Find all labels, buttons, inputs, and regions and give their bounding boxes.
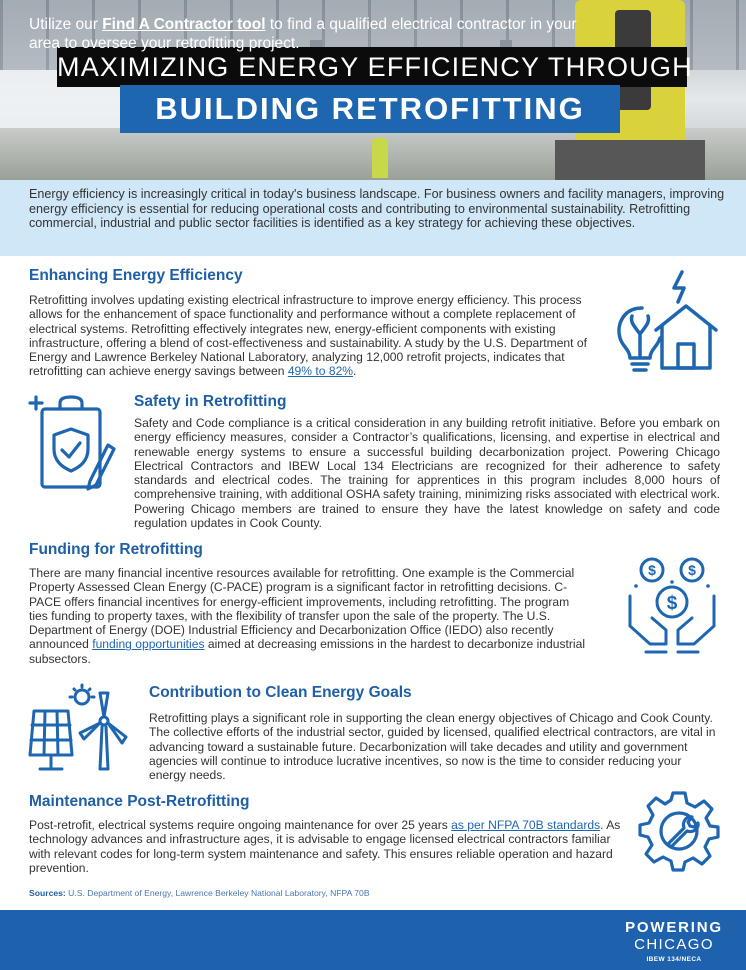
title-line-1: MAXIMIZING ENERGY EFFICIENCY THROUGH [57, 47, 687, 87]
section-heading: Safety in Retrofitting [134, 393, 287, 410]
brand-logo-line1: POWERING [625, 919, 723, 936]
safety-clipboard-icon [28, 395, 116, 495]
nfpa-70b-link[interactable]: as per NFPA 70B standards [451, 818, 601, 832]
svg-text:$: $ [666, 593, 678, 614]
section-funding [29, 541, 589, 666]
section-body: Retrofitting plays a significant role in supporting the clean energy objectives of Chicago and Cook County. The collective efforts of the industrial sector, guided by licensed, qualified electrical contractors, are vital in advancing toward a sustainable future. Decarbonization will take decades and utility and government agencies will continue to introduce lucrative incentives, so now is the time to consider reducing your energy needs. [149, 711, 716, 783]
svg-text:$: $ [688, 562, 696, 578]
solar-wind-icon [28, 683, 128, 771]
find-contractor-link[interactable]: Find A Contractor tool [102, 16, 266, 33]
section-clean-energy [149, 684, 720, 782]
money-hands-icon [626, 556, 718, 654]
gear-wrench-icon [638, 790, 720, 872]
section-heading: Maintenance Post-Retrofitting [29, 793, 250, 810]
intro-text: Energy efficiency is increasingly critical in today's business landscape. For business owners and facility managers, improving energy efficiency is essential for reducing operational costs and contributing to environmental sustainability. Retrofitting commercial, industrial and public sector facilities is identified as a key strategy for achieving these objectives. [29, 187, 725, 231]
footer-cta: Utilize our Find A Contractor tool to find a qualified electrical contractor in your area to oversee your retrofitting project. [29, 16, 577, 52]
lightbulb-house-icon [612, 268, 720, 376]
section-safety [134, 393, 720, 530]
brand-logo-line2: CHICAGO [634, 936, 714, 953]
section-body: Retrofitting involves updating existing electrical infrastructure to improve energy efficiency. This process allows for the enhancement of space functionality and performance without a complete replacement of electrical systems. Retrofitting effectively integrates new, energy-efficient components with existing infrastructure, offering a blend of cost-effectiveness and sustainability. A study by the U.S. Department of Energy and Lawrence Berkeley National Laboratory, analyzing 12,000 retrofit projects, indicates that retrofitting can achieve energy savings between 49% to 82%. [29, 293, 587, 379]
energy-savings-link[interactable]: 49% to 82% [287, 364, 354, 379]
brand-logo-line3: IBEW 134/NECA [646, 956, 702, 963]
section-enhancing [29, 267, 589, 379]
funding-opportunities-link[interactable]: funding opportunities [92, 637, 205, 652]
section-heading: Funding for Retrofitting [29, 541, 203, 558]
section-body: Safety and Code compliance is a critical consideration in any building retrofit initiative. Before you embark on energy efficiency measures, consider a Contractor’s qualifications, licensing, and expertise in electrical and renewable energy systems to ensure a successful building decarbonization project. Powering Chicago Electrical Contractors and IBEW Local 134 Electricians are recognized for their adherence to safety standards and electrical codes. The training for apprentices in this program includes 8,000 hours of comprehensive training, with additional OSHA safety training, minimizing risks associated with electrical work. Powering Chicago members are trained to ensure they have the latest knowledge on safety and code regulation updates in Cook County. [134, 416, 720, 531]
section-body: Post-retrofit, electrical systems require ongoing maintenance for over 25 years as per NFPA 70B standards. As technology advances and infrastructure ages, it is advisable to engage licensed electrical contractors familiar with relevant codes for long-term system maintenance and safety. This ensures reliable operation and hazard prevention. [29, 818, 621, 875]
sources-line: Sources: U.S. Department of Energy, Lawrence Berkeley National Laboratory, NFPA 70B [29, 888, 370, 898]
section-maintenance [29, 793, 623, 875]
intro-band [0, 180, 746, 256]
svg-text:$: $ [648, 562, 656, 578]
hero-worker [372, 138, 388, 178]
section-heading: Contribution to Clean Energy Goals [149, 684, 412, 701]
section-body: There are many financial incentive resources available for retrofitting. One example is the Commercial Property Assessed Clean Energy (C-PACE) program is a significant factor in retrofitting decisions. C-PACE offers financial incentives for energy-efficient improvements, including retrofitting. The program ties funding to property taxes, with the flexibility of transfer upon the sale of the property. The U.S. Department of Energy (DOE) Industrial Efficiency and Decarbonization Office (IEDO) also recently announced funding opportunities aimed at decreasing emissions in the hardest to decarbonize industrial subsectors. [29, 566, 586, 666]
section-heading: Enhancing Energy Efficiency [29, 267, 243, 284]
title-line-2: BUILDING RETROFITTING [120, 85, 620, 133]
